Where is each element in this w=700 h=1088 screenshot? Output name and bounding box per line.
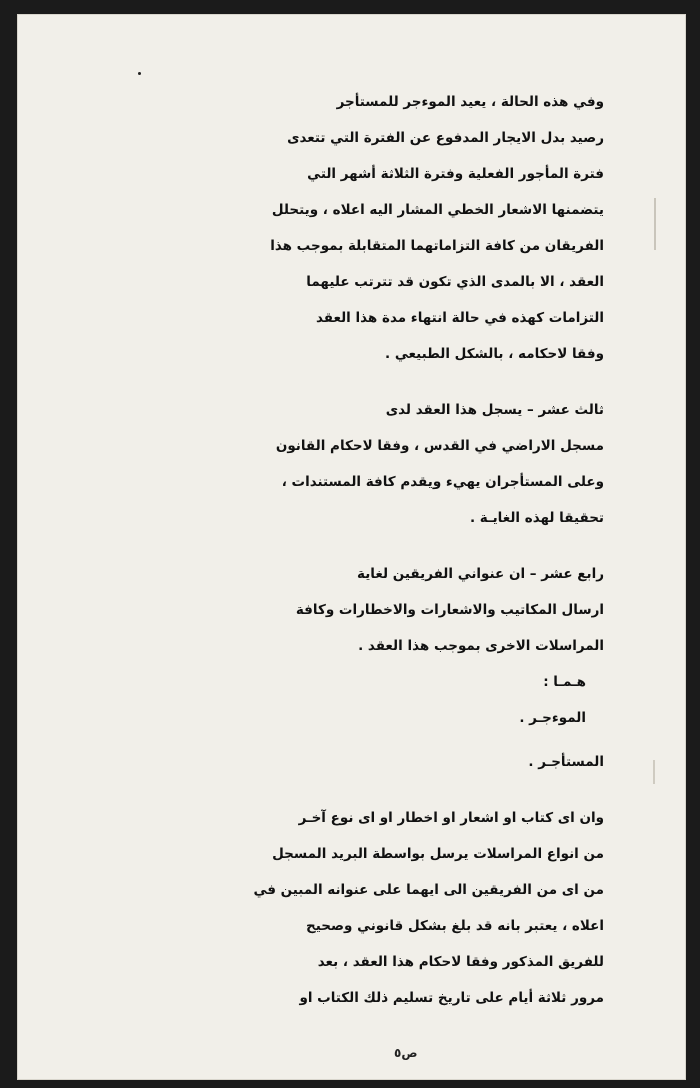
text-line: من انواع المراسلات يرسل بواسطة البريد المسجل xyxy=(272,846,604,862)
text-line: فترة المأجور الفعلية وفترة الثلاثة أشهر التي xyxy=(307,166,604,182)
party-lessor: الموءجـر . xyxy=(519,710,586,726)
text-line: ارسال المكاتيب والاشعارات والاخطارات وكافة xyxy=(295,602,604,618)
text-line: العقد ، الا بالمدى الذي تكون قد تترتب عليهما xyxy=(306,274,604,290)
text-line: مسجل الاراضي في القدس ، وفقا لاحكام القانون xyxy=(275,438,604,454)
text-line: وعلى المستأجران يهيء ويقدم كافة المستندات ، xyxy=(281,474,604,490)
text-line: المراسلات الاخرى بموجب هذا العقد . xyxy=(358,638,604,654)
text-line: يتضمنها الاشعار الخطي المشار اليه اعلاه ، ويتحلل xyxy=(271,202,604,218)
text-line: من اى من الفريقين الى ايهما على عنوانه المبين في xyxy=(253,882,604,898)
text-line: للفريق المذكور وفقا لاحكام هذا العقد ، بعد xyxy=(317,954,604,970)
text-line: رصيد بدل الايجار المدفوع عن الفترة التي تتعدى xyxy=(287,130,604,146)
ink-dot xyxy=(138,72,141,75)
text-line: وان اى كتاب او اشعار او اخطار او اى نوع آخـر xyxy=(298,810,604,826)
clause-heading: رابع عشر – ان عنواني الفريقين لغاية xyxy=(357,566,604,582)
page-number: ص٥ xyxy=(394,1046,418,1060)
text-line: هـمـا : xyxy=(543,674,586,690)
party-lessee: المستأجـر . xyxy=(528,754,604,770)
text-line: التزامات كهذه في حالة انتهاء مدة هذا العقد xyxy=(315,310,604,326)
text-line: تحقيقا لهذه الغايـة . xyxy=(469,510,604,526)
clause-heading: ثالث عشر – يسجل هذا العقد لدى xyxy=(385,402,604,418)
text-line: وفقا لاحكامه ، بالشكل الطبيعي . xyxy=(384,346,604,362)
margin-mark xyxy=(654,198,656,250)
document-page xyxy=(17,14,686,1080)
text-line: وفي هذه الحالة ، يعيد الموءجر للمستأجر xyxy=(336,94,604,110)
text-line: اعلاه ، يعتبر بانه قد بلغ بشكل قانوني وصحيح xyxy=(305,918,604,934)
text-line: مرور ثلاثة أيام على تاريخ تسليم ذلك الكتاب او xyxy=(299,990,604,1006)
text-line: الفريقان من كافة التزاماتهما المتقابلة بموجب هذا xyxy=(270,238,604,254)
margin-mark-lower xyxy=(653,760,655,784)
